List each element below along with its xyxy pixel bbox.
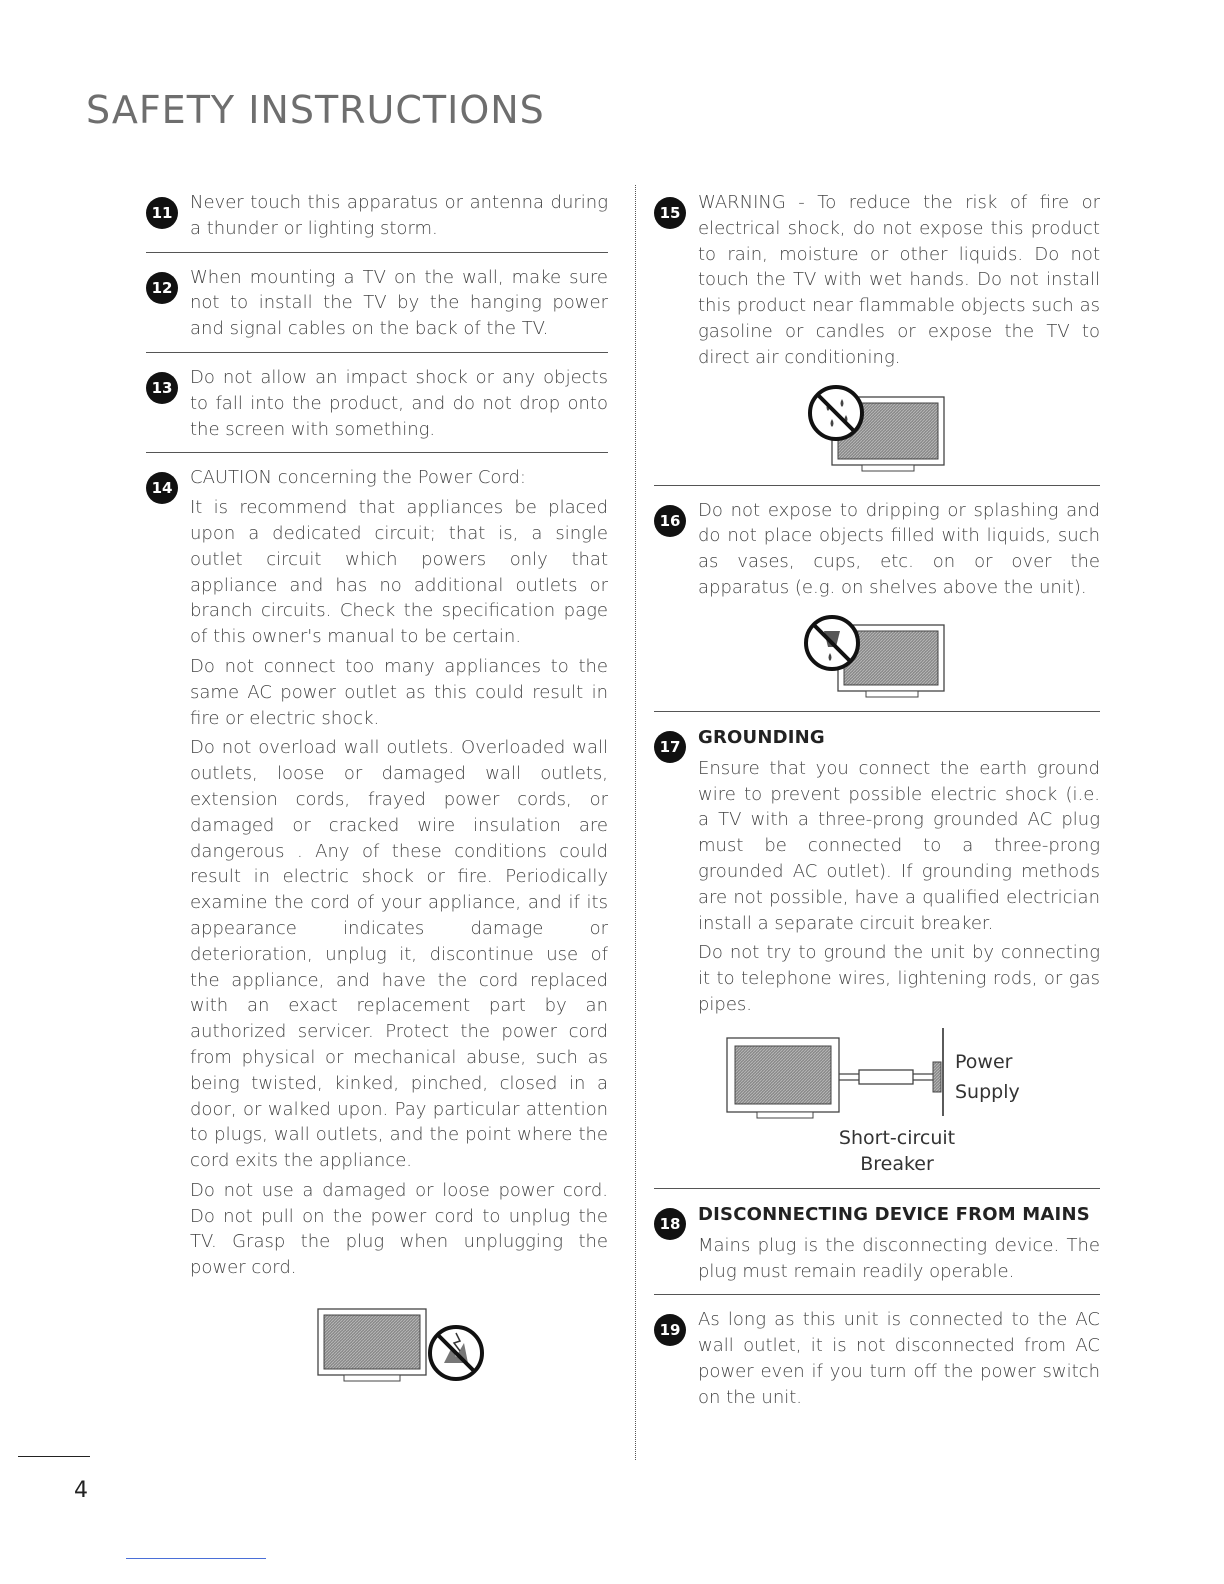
item-heading: DISCONNECTING DEVICE FROM MAINS [698,1203,1090,1225]
safety-item-14 [146,465,608,1393]
item-separator [654,485,1100,486]
safety-item-17 [654,724,1100,1018]
item-text: Ensure that you connect the earth ground wire to prevent possible electric shock (i.e. a TV with a three-prong grounded AC plug must be connected to a three-prong grounded AC outlet). If grounding methods are not possible, have a qualified electrician install a separate circuit breaker. [698,757,1100,934]
item-number-badge: 12 [146,272,178,304]
item-number-badge: 17 [654,731,686,763]
safety-item-19 [654,1307,1100,1410]
power-supply-label: Power [955,1050,1013,1073]
item-text: It is recommend that appliances be placed upon a dedicated circuit; that is, a single outlet circuit which powers only that appliance and has no additional outlets or branch circuits. Check the specification page of this owner's manual to be certain. [190,497,608,648]
tv-no-rain-illustration [802,383,952,475]
item-text: Do not overload wall outlets. Overloaded wall outlets, loose or damaged wall outlets, extension cords, frayed power cords, or damaged or cracked wire insulation are dangerous . Any of these conditions could result in electric shock or fire. Periodically examine the cord of your appliance, and if its appearance indicates damage or deterioration, unplug it, discontinue use of the appliance, and have the cord replaced with an exact replacement part by an authorized servicer. Protect the power cord from physical or mechanical abuse, such as being twisted, kinked, pinched, closed in a door, or walked upon. Pay particular attention to plugs, wall outlets, and the point where the cord exits the appliance. [190,737,608,1172]
breaker-label: Short-circuit [838,1126,956,1149]
no-water-sign-icon [810,387,862,439]
item-text: Do not connect too many appliances to the same AC power outlet as this could result in fire or electric shock. [190,655,608,729]
item-text: Do not expose to dripping or splashing and do not place objects filled with liquids, such as vases, cups, etc. on or over the apparatus (e.g. on shelves above the unit). [698,499,1100,598]
page-footer-rule [18,1456,90,1457]
safety-item-18 [654,1201,1100,1285]
tv-no-impact-illustration [304,1307,494,1393]
no-impact-sign-icon [430,1327,482,1379]
breaker-label: Breaker [860,1152,934,1175]
page-title: SAFETY INSTRUCTIONS [86,88,545,132]
page-number: 4 [74,1478,88,1503]
safety-item-13 [146,365,608,442]
item-text: As long as this unit is connected to the AC wall outlet, it is not disconnected from AC power even if you turn off the power switch on the unit. [698,1309,1100,1408]
item-number-badge: 13 [146,372,178,404]
item-number-badge: 11 [146,197,178,229]
power-supply-label: Supply [955,1080,1020,1103]
item-number-badge: 19 [654,1314,686,1346]
item-number-badge: 15 [654,197,686,229]
item-separator [146,252,608,253]
item-separator [146,352,608,353]
no-liquid-sign-icon [806,617,858,669]
right-column [654,190,1100,1415]
tv-no-liquid-illustration [802,615,952,701]
safety-item-15 [654,190,1100,371]
item-separator [654,1294,1100,1295]
left-column [146,190,608,1393]
item-separator [146,452,608,453]
safety-item-16 [654,498,1100,601]
item-text: Do not use a damaged or loose power cord. Do not pull on the power cord to unplug the TV. Grasp the plug when unplugging the power cord. [190,1179,608,1279]
item-text: Mains plug is the disconnecting device. The plug must remain readily operable. [698,1234,1100,1282]
breaker-box [859,1070,913,1084]
item-heading: CAUTION concerning the Power Cord: [190,467,526,489]
grounding-diagram [717,1028,1037,1178]
item-number-badge: 16 [654,505,686,537]
item-separator [654,1188,1100,1189]
item-text: Do not try to ground the unit by connecting it to telephone wires, lightening rods, or gas pipes. [698,942,1100,1015]
item-number-badge: 14 [146,472,178,504]
safety-item-12 [146,265,608,342]
column-divider [635,185,636,1460]
item-number-badge: 18 [654,1208,686,1240]
item-text: Never touch this apparatus or antenna during a thunder or lighting storm. [190,192,608,239]
item-text: WARNING - To reduce the risk of fire or electrical shock, do not expose this product to rain, moisture or other liquids. Do not touch the TV with wet hands. Do not install this product near flammable objects such as gasoline or candles or expose the TV to direct air conditioning. [698,192,1100,368]
item-separator [654,711,1100,712]
item-heading: GROUNDING [698,726,825,748]
item-text: Do not allow an impact shock or any objects to fall into the product, and do not drop onto the screen with something. [190,366,608,440]
bottom-link-underline [126,1558,266,1559]
item-text: When mounting a TV on the wall, make sure not to install the TV by the hanging power and signal cables on the back of the TV. [190,266,608,340]
safety-item-11 [146,190,608,242]
